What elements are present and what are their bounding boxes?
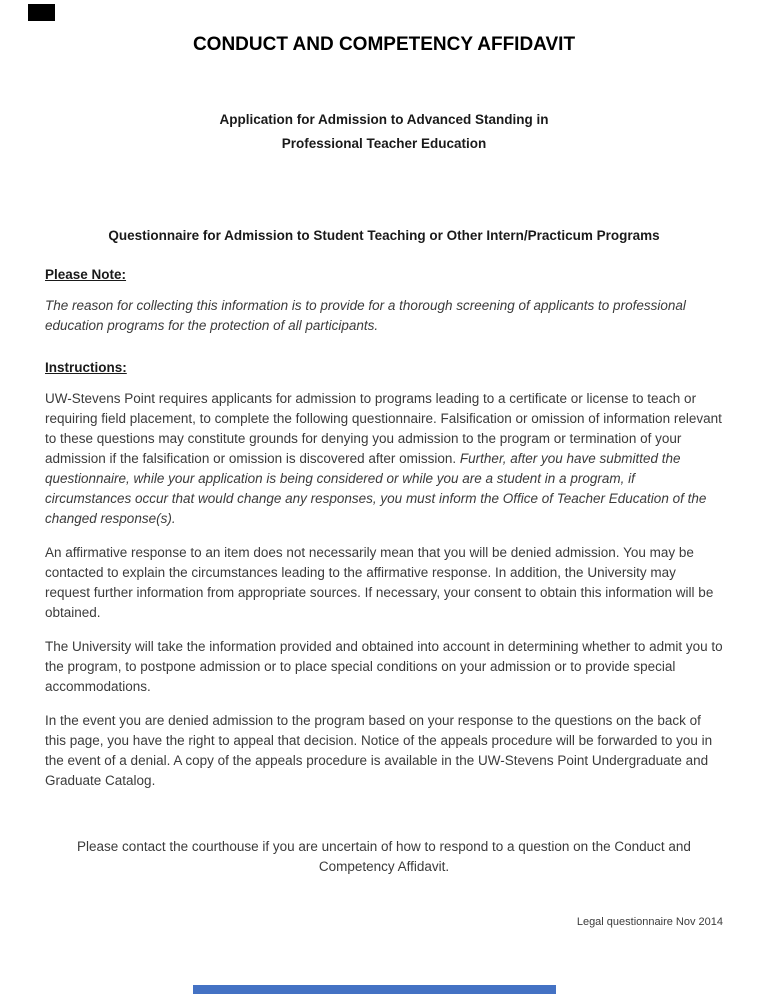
subtitle-line-1: Application for Admission to Advanced Standing in bbox=[219, 112, 549, 127]
please-note-paragraph: The reason for collecting this information is to provide for a thorough screening of applicants to professional education programs for the protection of all participants. bbox=[45, 298, 686, 333]
university-consideration-paragraph: The University will take the information provided and obtained into account in determining whether to admit you to the program, to postpone admission or to place special conditions on your admission or to provide special accommodations. bbox=[45, 639, 723, 694]
instructions-paragraph bbox=[45, 389, 723, 529]
instructions-heading: Instructions: bbox=[45, 360, 127, 375]
subtitle-line-2: Professional Teacher Education bbox=[281, 136, 487, 151]
document-title: CONDUCT AND COMPETENCY AFFIDAVIT bbox=[192, 34, 576, 55]
section-heading: Questionnaire for Admission to Student Teaching or Other Intern/Practicum Programs bbox=[108, 228, 660, 243]
instructions-paragraph-italic: Further, after you have submitted the questionnaire, while your application is being considered or while you are a student in a program, if circumstances occur that would change any responses, you must inform the Office of Teacher Education of the changed response(s). bbox=[45, 451, 707, 526]
affirmative-response-paragraph: An affirmative response to an item does not necessarily mean that you will be denied admission. You may be contacted to explain the circumstances leading to the affirmative response. In addition, the University may request further information from appropriate sources. If necessary, your consent to obtain this information will be obtained. bbox=[45, 545, 714, 620]
please-note-heading: Please Note: bbox=[45, 267, 127, 282]
document-subtitle bbox=[45, 108, 723, 156]
instructions-paragraph-regular: UW-Stevens Point requires applicants for admission to programs leading to a certificate or license to teach or requiring field placement, to complete the following questionnaire. Falsification or omission of information relevant to these questions may constitute grounds for denying you admission to the program or termination of your admission if the falsification or omission is discovered after omission. bbox=[45, 391, 722, 466]
appeal-rights-paragraph: In the event you are denied admission to the program based on your response to the questions on the back of this page, you have the right to appeal that decision. Notice of the appeals procedure will be forwarded to you in the event of a denial. A copy of the appeals procedure is available in the UW-Stevens Point Undergraduate and Graduate Catalog. bbox=[45, 713, 713, 788]
bottom-bar bbox=[193, 985, 556, 994]
contact-courthouse-note: Please contact the courthouse if you are uncertain of how to respond to a question on the Conduct and Competency Affidavit. bbox=[77, 839, 691, 874]
document-content bbox=[45, 0, 723, 877]
footer-version-note: Legal questionnaire Nov 2014 bbox=[576, 916, 723, 928]
